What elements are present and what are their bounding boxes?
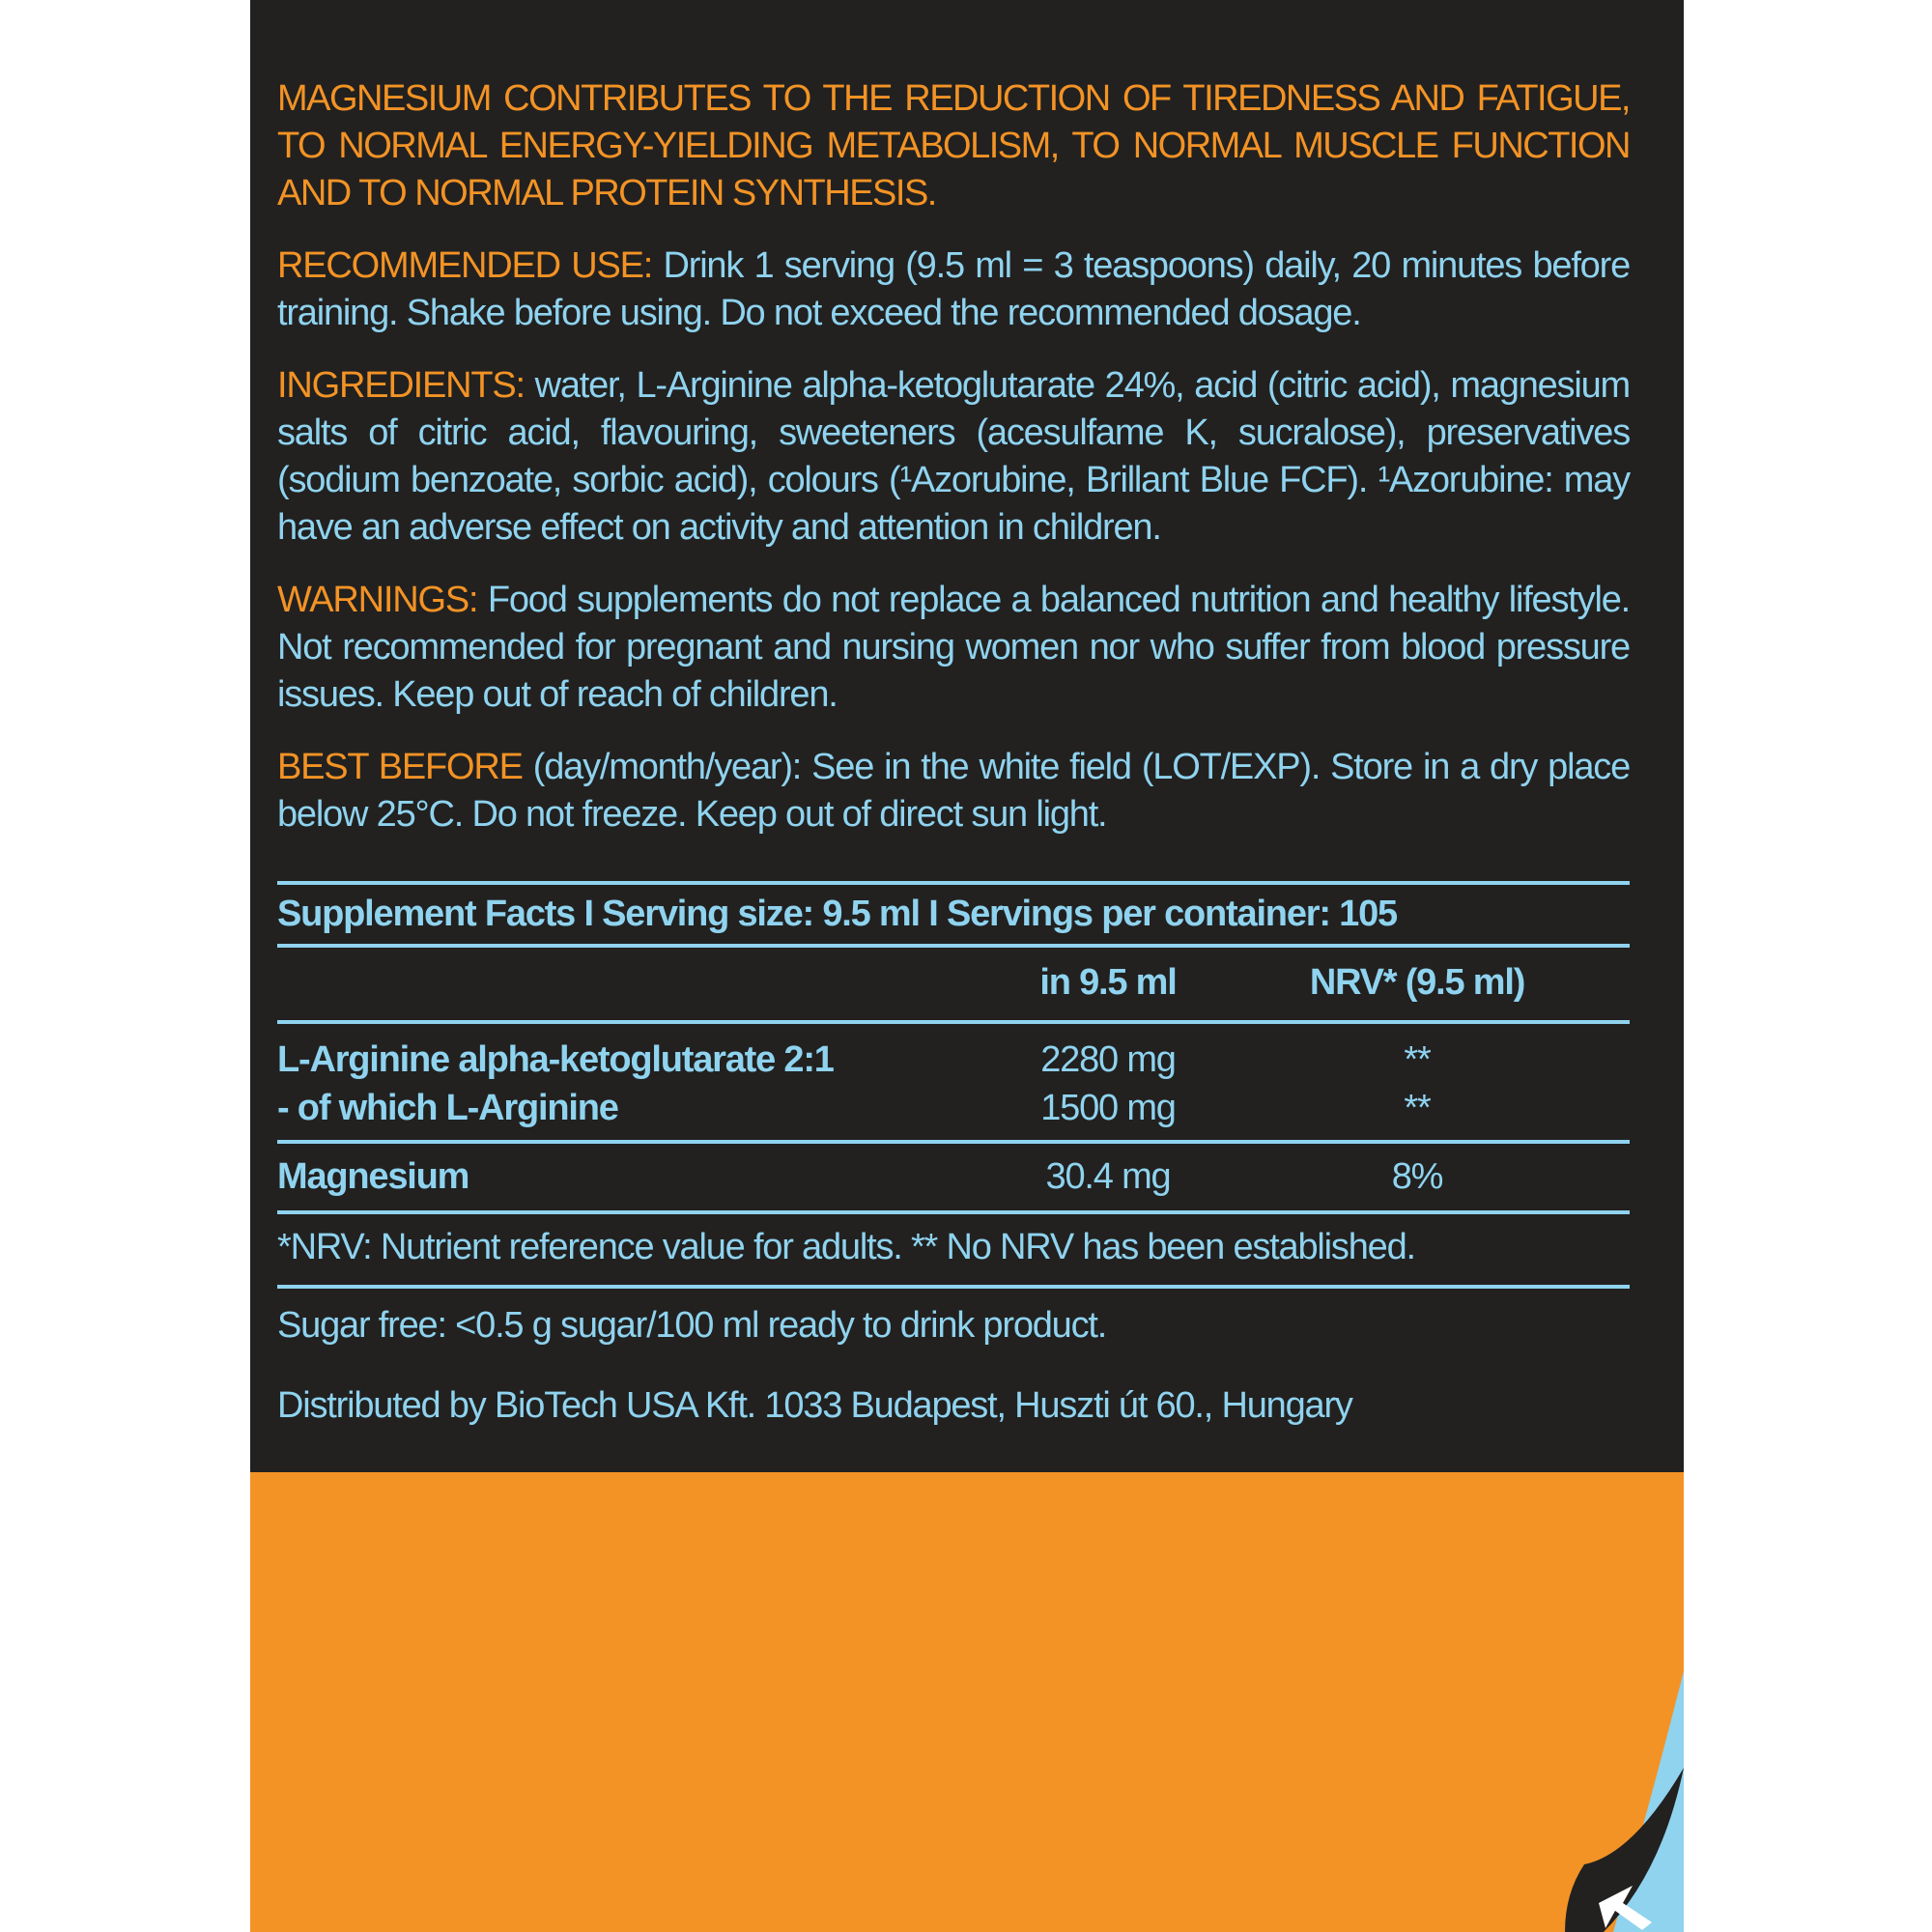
warnings-label: WARNINGS: bbox=[277, 580, 478, 620]
recommended-use-label: RECOMMENDED USE: bbox=[277, 245, 653, 286]
recommended-use-section bbox=[277, 242, 1630, 337]
best-before-section bbox=[277, 744, 1630, 838]
nutrient-name: L-Arginine alpha-ketoglutarate 2:1 bbox=[277, 1039, 834, 1080]
table-row bbox=[277, 1144, 1630, 1210]
ingredients-text: water, L-Arginine alpha-ketoglutarate 24%, acid (citric acid), magnesium salts of citric acid, flavouring, sweeteners (acesulfame K, sucralose), preservatives (sodium benzoate, sorbic acid), colours (¹Azorubine, Brillant Blue FCF). ¹Azorubine: may have an adverse effect on activity and attention in children. bbox=[277, 365, 1630, 548]
best-before-text: (day/month/year): See in the white field (LOT/EXP). Store in a dry place below 25°C. Do not freeze. Keep out of direct sun light. bbox=[277, 747, 1631, 835]
supplement-facts-title: Supplement Facts I Serving size: 9.5 ml I Servings per container: 105 bbox=[277, 894, 1397, 934]
health-claim: MAGNESIUM CONTRIBUTES TO THE REDUCTION OF TIREDNESS AND FATIGUE, TO NORMAL ENERGY-YIELDING METABOLISM, TO NORMAL MUSCLE FUNCTION AND TO NORMAL PROTEIN SYNTHESIS. bbox=[277, 78, 1630, 213]
table-header-row bbox=[277, 948, 1630, 1020]
corner-swoosh-graphic bbox=[1546, 1449, 1684, 1932]
arginine-group bbox=[277, 1024, 1630, 1140]
nutrient-nrv: ** bbox=[1404, 1088, 1431, 1128]
warnings-section bbox=[277, 577, 1630, 719]
nutrient-name: - of which L-Arginine bbox=[277, 1088, 618, 1128]
nutrient-nrv: 8% bbox=[1391, 1156, 1443, 1197]
ingredients-label: INGREDIENTS: bbox=[277, 365, 525, 406]
distributor-note: Distributed by BioTech USA Kft. 1033 Budapest, Huszti út 60., Hungary bbox=[277, 1385, 1352, 1426]
nutrient-amount: 1500 mg bbox=[1040, 1088, 1176, 1128]
nrv-footnote: *NRV: Nutrient reference value for adults. ** No NRV has been established. bbox=[277, 1227, 1415, 1267]
nutrient-amount: 2280 mg bbox=[1040, 1039, 1176, 1080]
table-row bbox=[277, 1084, 1630, 1132]
ingredients-section bbox=[277, 362, 1630, 552]
header-amount: in 9.5 ml bbox=[1039, 962, 1177, 1003]
nutrient-name: Magnesium bbox=[277, 1156, 469, 1197]
sugar-free-note: Sugar free: <0.5 g sugar/100 ml ready to drink product. bbox=[277, 1305, 1107, 1346]
orange-panel bbox=[250, 1472, 1684, 1932]
table-row bbox=[277, 1036, 1630, 1084]
warnings-text: Food supplements do not replace a balanced nutrition and healthy lifestyle. Not recommended for pregnant and nursing women nor who suffer from blood pressure issues. Keep out of reach of children. bbox=[277, 580, 1630, 715]
nutrient-amount: 30.4 mg bbox=[1045, 1156, 1171, 1197]
header-nrv: NRV* (9.5 ml) bbox=[1309, 962, 1525, 1003]
recommended-use-text: Drink 1 serving (9.5 ml = 3 teaspoons) daily, 20 minutes before training. Shake before using. Do not exceed the recommended dosage. bbox=[277, 245, 1630, 333]
label-content bbox=[277, 75, 1630, 1430]
supplement-facts-table bbox=[277, 881, 1630, 1430]
best-before-label: BEST BEFORE bbox=[277, 747, 523, 787]
nutrient-nrv: ** bbox=[1404, 1039, 1431, 1080]
